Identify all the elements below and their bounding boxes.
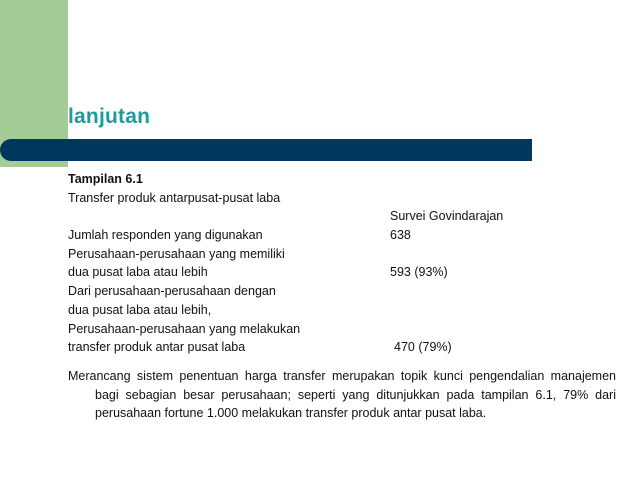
table-caption: Tampilan 6.1 xyxy=(68,172,143,186)
decorative-white-panel xyxy=(68,0,638,145)
table-row xyxy=(68,301,616,320)
table-row xyxy=(68,263,616,282)
row-value: 593 (93%) xyxy=(390,265,448,280)
slide-content xyxy=(68,170,616,435)
table-subtitle: Transfer produk antarpusat-pusat laba xyxy=(68,190,281,205)
table-row xyxy=(68,320,616,339)
row-value: 638 xyxy=(390,228,411,243)
survey-header: Survei Govindarajan xyxy=(390,209,504,224)
survey-header-row xyxy=(68,207,616,226)
row-label: dua pusat laba atau lebih xyxy=(68,265,208,280)
row-value: 470 (79%) xyxy=(394,340,452,355)
row-label: transfer produk antar pusat laba xyxy=(68,340,246,355)
table-row xyxy=(68,282,616,301)
slide-title: lanjutan xyxy=(68,105,151,128)
row-label: dua pusat laba atau lebih, xyxy=(68,302,212,317)
title-underline-bar xyxy=(0,139,532,161)
summary-paragraph: Merancang sistem penentuan harga transfer merupakan topik kunci pengendalian manajemen bagi sebagian besar perusahaan; seperti yang ditunjukkan pada tampilan 6.1, 79% dari perusahaan fortune 1.000 melakukan transfer produk antar pusat laba. xyxy=(68,368,616,421)
row-label: Perusahaan-perusahaan yang memiliki xyxy=(68,246,285,261)
table-row xyxy=(68,338,616,357)
table-row xyxy=(68,226,616,245)
row-label: Perusahaan-perusahaan yang melakukan xyxy=(68,321,301,336)
row-label: Jumlah responden yang digunakan xyxy=(68,228,263,243)
row-label: Dari perusahaan-perusahaan dengan xyxy=(68,284,276,299)
table-row xyxy=(68,245,616,264)
